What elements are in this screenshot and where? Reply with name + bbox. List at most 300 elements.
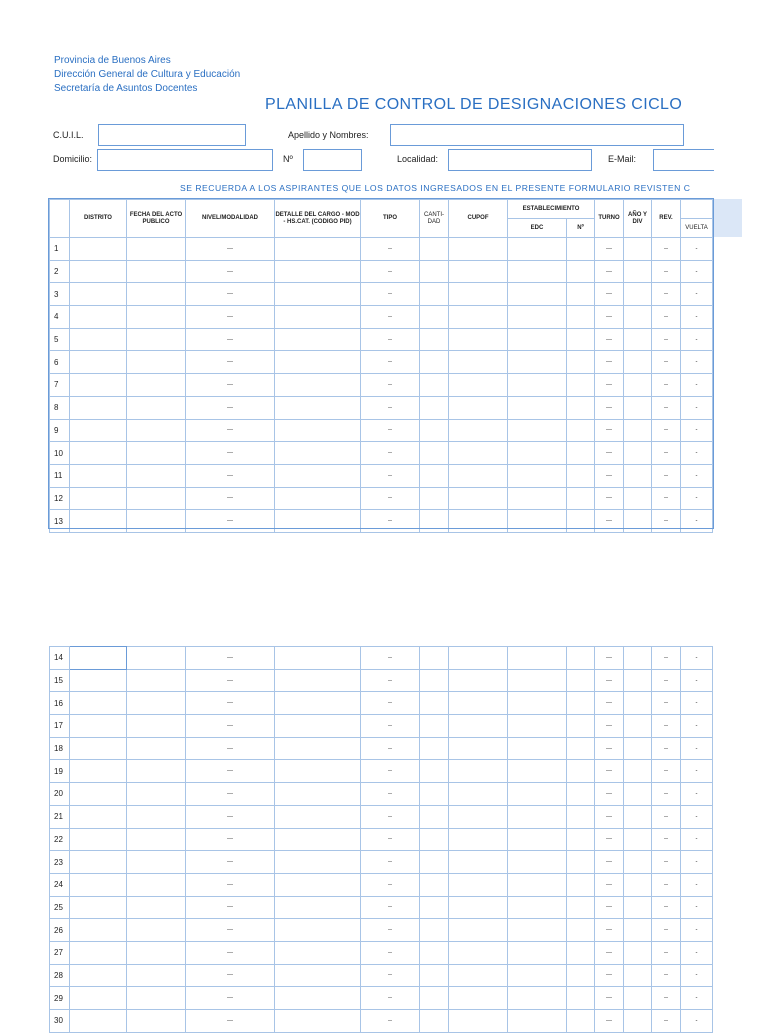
cell-rev: -- <box>652 419 681 442</box>
cell-anio[interactable] <box>624 396 652 419</box>
cell-nivel: --- <box>186 760 275 783</box>
cell-nivel: --- <box>186 919 275 942</box>
cell-anio[interactable] <box>624 419 652 442</box>
col-cupof-header: CUPOF <box>449 200 508 238</box>
cell-fecha[interactable] <box>127 306 186 329</box>
cell-fecha[interactable] <box>127 419 186 442</box>
cell-edc[interactable] <box>508 783 567 806</box>
cell-anio[interactable] <box>624 283 652 306</box>
cell-distrito[interactable] <box>70 896 127 919</box>
cell-cupof[interactable] <box>449 828 508 851</box>
cell-fecha[interactable] <box>127 987 186 1010</box>
cell-cupof[interactable] <box>449 964 508 987</box>
cell-detalle[interactable] <box>275 828 361 851</box>
cell-edc[interactable] <box>508 1010 567 1033</box>
cell-distrito[interactable] <box>70 510 127 533</box>
cell-edc[interactable] <box>508 964 567 987</box>
cell-edc[interactable] <box>508 442 567 465</box>
cell-detalle[interactable] <box>275 919 361 942</box>
col-detalle-header: DETALLE DEL CARGO - MOD - HS.CAT. (CODIGO PID) <box>275 200 361 238</box>
cell-distrito[interactable] <box>70 1010 127 1033</box>
cell-edc[interactable] <box>508 669 567 692</box>
cell-distrito[interactable] <box>70 487 127 510</box>
cell-edc[interactable] <box>508 715 567 738</box>
cell-rev: -- <box>652 873 681 896</box>
cell-distrito[interactable] <box>70 783 127 806</box>
cell-nro[interactable] <box>567 238 595 261</box>
row-number: 7 <box>50 374 70 397</box>
cell-anio[interactable] <box>624 510 652 533</box>
cell-anio[interactable] <box>624 805 652 828</box>
cell-edc[interactable] <box>508 487 567 510</box>
cell-fecha[interactable] <box>127 851 186 874</box>
cell-tipo: -- <box>361 692 420 715</box>
cell-cupof[interactable] <box>449 760 508 783</box>
locality-field[interactable] <box>448 149 592 171</box>
cell-anio[interactable] <box>624 351 652 374</box>
cell-anio[interactable] <box>624 442 652 465</box>
cell-cantidad[interactable] <box>420 238 449 261</box>
cell-nro[interactable] <box>567 442 595 465</box>
cell-nro[interactable] <box>567 987 595 1010</box>
cell-nivel: --- <box>186 328 275 351</box>
cell-detalle[interactable] <box>275 306 361 329</box>
cell-detalle[interactable] <box>275 442 361 465</box>
cell-anio[interactable] <box>624 238 652 261</box>
cell-vuelta: - <box>681 487 713 510</box>
cell-distrito[interactable] <box>70 987 127 1010</box>
cell-nro[interactable] <box>567 396 595 419</box>
cell-cupof[interactable] <box>449 464 508 487</box>
cell-cupof[interactable] <box>449 941 508 964</box>
cell-anio[interactable] <box>624 760 652 783</box>
cell-cantidad[interactable] <box>420 283 449 306</box>
cell-detalle[interactable] <box>275 260 361 283</box>
cell-cantidad[interactable] <box>420 374 449 397</box>
cell-edc[interactable] <box>508 464 567 487</box>
designations-table-page-1 <box>49 199 713 533</box>
row-number: 27 <box>50 941 70 964</box>
cell-tipo: -- <box>361 419 420 442</box>
cell-distrito[interactable] <box>70 647 127 670</box>
cell-detalle[interactable] <box>275 238 361 261</box>
cell-cupof[interactable] <box>449 419 508 442</box>
cell-nro[interactable] <box>567 510 595 533</box>
cell-rev: -- <box>652 510 681 533</box>
cell-edc[interactable] <box>508 419 567 442</box>
cell-edc[interactable] <box>508 987 567 1010</box>
cell-detalle[interactable] <box>275 510 361 533</box>
cell-fecha[interactable] <box>127 919 186 942</box>
cell-edc[interactable] <box>508 760 567 783</box>
table-row <box>50 647 713 670</box>
cell-distrito[interactable] <box>70 306 127 329</box>
cell-detalle[interactable] <box>275 851 361 874</box>
cell-nro[interactable] <box>567 964 595 987</box>
cell-tipo: -- <box>361 896 420 919</box>
cell-edc[interactable] <box>508 737 567 760</box>
cell-cantidad[interactable] <box>420 510 449 533</box>
cell-fecha[interactable] <box>127 464 186 487</box>
cell-cupof[interactable] <box>449 510 508 533</box>
cell-edc[interactable] <box>508 919 567 942</box>
table-row <box>50 715 713 738</box>
cell-fecha[interactable] <box>127 737 186 760</box>
cell-anio[interactable] <box>624 737 652 760</box>
cell-rev: -- <box>652 805 681 828</box>
cell-distrito[interactable] <box>70 941 127 964</box>
cell-edc[interactable] <box>508 647 567 670</box>
cell-cantidad[interactable] <box>420 919 449 942</box>
number-field[interactable] <box>303 149 362 171</box>
cell-anio[interactable] <box>624 487 652 510</box>
cell-cupof[interactable] <box>449 283 508 306</box>
cell-anio[interactable] <box>624 260 652 283</box>
cell-fecha[interactable] <box>127 828 186 851</box>
cell-cantidad[interactable] <box>420 306 449 329</box>
cell-cupof[interactable] <box>449 260 508 283</box>
cell-fecha[interactable] <box>127 1010 186 1033</box>
cell-fecha[interactable] <box>127 896 186 919</box>
cell-vuelta: - <box>681 919 713 942</box>
cell-cantidad[interactable] <box>420 896 449 919</box>
cell-turno: --- <box>595 896 624 919</box>
cell-cantidad[interactable] <box>420 328 449 351</box>
cell-nro[interactable] <box>567 783 595 806</box>
cell-cupof[interactable] <box>449 896 508 919</box>
cell-cantidad[interactable] <box>420 419 449 442</box>
cell-anio[interactable] <box>624 306 652 329</box>
cell-rev: -- <box>652 464 681 487</box>
cell-anio[interactable] <box>624 464 652 487</box>
cell-cupof[interactable] <box>449 919 508 942</box>
cell-cantidad[interactable] <box>420 692 449 715</box>
cell-edc[interactable] <box>508 283 567 306</box>
cell-edc[interactable] <box>508 260 567 283</box>
cell-nivel: --- <box>186 828 275 851</box>
cell-cantidad[interactable] <box>420 1010 449 1033</box>
cell-anio[interactable] <box>624 919 652 942</box>
row-number: 23 <box>50 851 70 874</box>
cell-cantidad[interactable] <box>420 442 449 465</box>
cell-nivel: --- <box>186 260 275 283</box>
cell-cupof[interactable] <box>449 442 508 465</box>
cell-rev: -- <box>652 760 681 783</box>
cell-edc[interactable] <box>508 238 567 261</box>
cell-detalle[interactable] <box>275 328 361 351</box>
cell-fecha[interactable] <box>127 669 186 692</box>
cell-distrito[interactable] <box>70 374 127 397</box>
cell-edc[interactable] <box>508 374 567 397</box>
cell-nro[interactable] <box>567 374 595 397</box>
cell-anio[interactable] <box>624 873 652 896</box>
cell-distrito[interactable] <box>70 238 127 261</box>
cell-edc[interactable] <box>508 941 567 964</box>
cell-distrito[interactable] <box>70 964 127 987</box>
cell-cantidad[interactable] <box>420 851 449 874</box>
cell-nro[interactable] <box>567 464 595 487</box>
cell-nro[interactable] <box>567 306 595 329</box>
address-label: Domicilio: <box>53 154 93 164</box>
cell-distrito[interactable] <box>70 464 127 487</box>
cell-nro[interactable] <box>567 715 595 738</box>
table-row <box>50 419 713 442</box>
cell-cantidad[interactable] <box>420 487 449 510</box>
cell-fecha[interactable] <box>127 783 186 806</box>
table-row <box>50 851 713 874</box>
cell-detalle[interactable] <box>275 419 361 442</box>
cell-cantidad[interactable] <box>420 828 449 851</box>
cell-rev: -- <box>652 896 681 919</box>
cell-cupof[interactable] <box>449 1010 508 1033</box>
cell-nro[interactable] <box>567 328 595 351</box>
cell-distrito[interactable] <box>70 396 127 419</box>
cell-nro[interactable] <box>567 896 595 919</box>
cell-vuelta: - <box>681 715 713 738</box>
cell-cupof[interactable] <box>449 669 508 692</box>
cell-detalle[interactable] <box>275 805 361 828</box>
cell-detalle[interactable] <box>275 873 361 896</box>
cell-anio[interactable] <box>624 783 652 806</box>
cell-nro[interactable] <box>567 737 595 760</box>
cell-nro[interactable] <box>567 1010 595 1033</box>
cell-cupof[interactable] <box>449 987 508 1010</box>
cell-nro[interactable] <box>567 487 595 510</box>
cell-nro[interactable] <box>567 919 595 942</box>
cell-detalle[interactable] <box>275 487 361 510</box>
cell-nivel: --- <box>186 396 275 419</box>
cell-fecha[interactable] <box>127 351 186 374</box>
cell-detalle[interactable] <box>275 396 361 419</box>
cell-distrito[interactable] <box>70 260 127 283</box>
cell-nro[interactable] <box>567 851 595 874</box>
cell-rev: -- <box>652 987 681 1010</box>
cell-distrito[interactable] <box>70 919 127 942</box>
row-number: 12 <box>50 487 70 510</box>
cell-detalle[interactable] <box>275 464 361 487</box>
cell-anio[interactable] <box>624 715 652 738</box>
cell-distrito[interactable] <box>70 283 127 306</box>
cell-fecha[interactable] <box>127 941 186 964</box>
table-row <box>50 692 713 715</box>
cell-cantidad[interactable] <box>420 351 449 374</box>
cell-fecha[interactable] <box>127 964 186 987</box>
cell-cupof[interactable] <box>449 328 508 351</box>
cell-anio[interactable] <box>624 851 652 874</box>
cell-detalle[interactable] <box>275 737 361 760</box>
cell-detalle[interactable] <box>275 715 361 738</box>
cell-nro[interactable] <box>567 828 595 851</box>
cell-cantidad[interactable] <box>420 941 449 964</box>
cell-cantidad[interactable] <box>420 783 449 806</box>
cell-cantidad[interactable] <box>420 964 449 987</box>
cell-fecha[interactable] <box>127 647 186 670</box>
cell-fecha[interactable] <box>127 510 186 533</box>
cell-nro[interactable] <box>567 260 595 283</box>
cell-turno: --- <box>595 760 624 783</box>
cell-detalle[interactable] <box>275 941 361 964</box>
cell-edc[interactable] <box>508 805 567 828</box>
cell-edc[interactable] <box>508 692 567 715</box>
cell-fecha[interactable] <box>127 396 186 419</box>
name-field[interactable] <box>390 124 684 146</box>
name-label: Apellido y Nombres: <box>288 130 369 140</box>
cell-detalle[interactable] <box>275 351 361 374</box>
cell-fecha[interactable] <box>127 760 186 783</box>
address-field[interactable] <box>97 149 273 171</box>
cell-nro[interactable] <box>567 669 595 692</box>
cell-edc[interactable] <box>508 351 567 374</box>
cell-edc[interactable] <box>508 896 567 919</box>
cell-nivel: --- <box>186 283 275 306</box>
col-extra-header <box>681 200 713 219</box>
cell-cantidad[interactable] <box>420 760 449 783</box>
cell-fecha[interactable] <box>127 805 186 828</box>
cell-edc[interactable] <box>508 328 567 351</box>
cell-cantidad[interactable] <box>420 737 449 760</box>
cell-detalle[interactable] <box>275 692 361 715</box>
cell-turno: --- <box>595 647 624 670</box>
cell-distrito[interactable] <box>70 873 127 896</box>
cell-anio[interactable] <box>624 669 652 692</box>
cell-cantidad[interactable] <box>420 260 449 283</box>
cell-distrito[interactable] <box>70 351 127 374</box>
cell-tipo: -- <box>361 851 420 874</box>
cell-fecha[interactable] <box>127 692 186 715</box>
cell-cantidad[interactable] <box>420 464 449 487</box>
row-number: 5 <box>50 328 70 351</box>
cell-distrito[interactable] <box>70 851 127 874</box>
cell-edc[interactable] <box>508 873 567 896</box>
cell-tipo: -- <box>361 396 420 419</box>
cell-anio[interactable] <box>624 1010 652 1033</box>
cell-anio[interactable] <box>624 896 652 919</box>
cell-anio[interactable] <box>624 328 652 351</box>
cell-distrito[interactable] <box>70 715 127 738</box>
cell-fecha[interactable] <box>127 374 186 397</box>
cell-detalle[interactable] <box>275 374 361 397</box>
cell-edc[interactable] <box>508 510 567 533</box>
cell-detalle[interactable] <box>275 760 361 783</box>
cell-distrito[interactable] <box>70 442 127 465</box>
cell-nro[interactable] <box>567 941 595 964</box>
cell-cupof[interactable] <box>449 374 508 397</box>
cell-nro[interactable] <box>567 351 595 374</box>
row-number: 18 <box>50 737 70 760</box>
cell-rev: -- <box>652 442 681 465</box>
row-number: 21 <box>50 805 70 828</box>
cell-anio[interactable] <box>624 692 652 715</box>
cell-edc[interactable] <box>508 828 567 851</box>
cell-cantidad[interactable] <box>420 873 449 896</box>
cell-cupof[interactable] <box>449 851 508 874</box>
cell-cantidad[interactable] <box>420 647 449 670</box>
cell-nro[interactable] <box>567 805 595 828</box>
cell-edc[interactable] <box>508 396 567 419</box>
cell-cupof[interactable] <box>449 647 508 670</box>
cell-cupof[interactable] <box>449 692 508 715</box>
cell-distrito[interactable] <box>70 419 127 442</box>
cell-fecha[interactable] <box>127 715 186 738</box>
cell-tipo: -- <box>361 737 420 760</box>
cuil-field[interactable] <box>98 124 246 146</box>
cell-turno: --- <box>595 692 624 715</box>
cell-cupof[interactable] <box>449 238 508 261</box>
cell-fecha[interactable] <box>127 260 186 283</box>
cell-detalle[interactable] <box>275 647 361 670</box>
cell-distrito[interactable] <box>70 737 127 760</box>
cell-nivel: --- <box>186 464 275 487</box>
cell-cupof[interactable] <box>449 805 508 828</box>
cell-cantidad[interactable] <box>420 987 449 1010</box>
cell-nro[interactable] <box>567 647 595 670</box>
cell-cantidad[interactable] <box>420 396 449 419</box>
cell-fecha[interactable] <box>127 873 186 896</box>
cell-fecha[interactable] <box>127 328 186 351</box>
cell-cupof[interactable] <box>449 715 508 738</box>
cell-distrito[interactable] <box>70 828 127 851</box>
cell-nro[interactable] <box>567 760 595 783</box>
cell-cupof[interactable] <box>449 737 508 760</box>
cell-distrito[interactable] <box>70 692 127 715</box>
cell-edc[interactable] <box>508 306 567 329</box>
cell-nro[interactable] <box>567 692 595 715</box>
cell-cantidad[interactable] <box>420 715 449 738</box>
cell-turno: --- <box>595 396 624 419</box>
cell-distrito[interactable] <box>70 760 127 783</box>
cell-distrito[interactable] <box>70 328 127 351</box>
cell-edc[interactable] <box>508 851 567 874</box>
cell-nro[interactable] <box>567 419 595 442</box>
cell-cupof[interactable] <box>449 351 508 374</box>
cell-fecha[interactable] <box>127 487 186 510</box>
cell-anio[interactable] <box>624 374 652 397</box>
cell-vuelta: - <box>681 260 713 283</box>
cell-distrito[interactable] <box>70 669 127 692</box>
cell-detalle[interactable] <box>275 987 361 1010</box>
email-field[interactable] <box>653 149 714 171</box>
col-nivel-header: NIVEL/MODALIDAD <box>186 200 275 238</box>
cell-detalle[interactable] <box>275 283 361 306</box>
cell-detalle[interactable] <box>275 896 361 919</box>
cell-anio[interactable] <box>624 964 652 987</box>
cell-fecha[interactable] <box>127 283 186 306</box>
cell-anio[interactable] <box>624 828 652 851</box>
cell-distrito[interactable] <box>70 805 127 828</box>
number-label: Nº <box>283 154 293 164</box>
cell-nro[interactable] <box>567 283 595 306</box>
cell-anio[interactable] <box>624 941 652 964</box>
cell-cupof[interactable] <box>449 306 508 329</box>
cell-cupof[interactable] <box>449 873 508 896</box>
cell-cupof[interactable] <box>449 487 508 510</box>
cell-nro[interactable] <box>567 873 595 896</box>
cell-detalle[interactable] <box>275 669 361 692</box>
cell-fecha[interactable] <box>127 238 186 261</box>
cell-cupof[interactable] <box>449 396 508 419</box>
cell-cantidad[interactable] <box>420 669 449 692</box>
cell-detalle[interactable] <box>275 1010 361 1033</box>
cell-cantidad[interactable] <box>420 805 449 828</box>
cell-cupof[interactable] <box>449 783 508 806</box>
cell-anio[interactable] <box>624 987 652 1010</box>
cell-fecha[interactable] <box>127 442 186 465</box>
cell-detalle[interactable] <box>275 783 361 806</box>
cell-anio[interactable] <box>624 647 652 670</box>
row-number: 1 <box>50 238 70 261</box>
cell-detalle[interactable] <box>275 964 361 987</box>
cell-vuelta: - <box>681 419 713 442</box>
